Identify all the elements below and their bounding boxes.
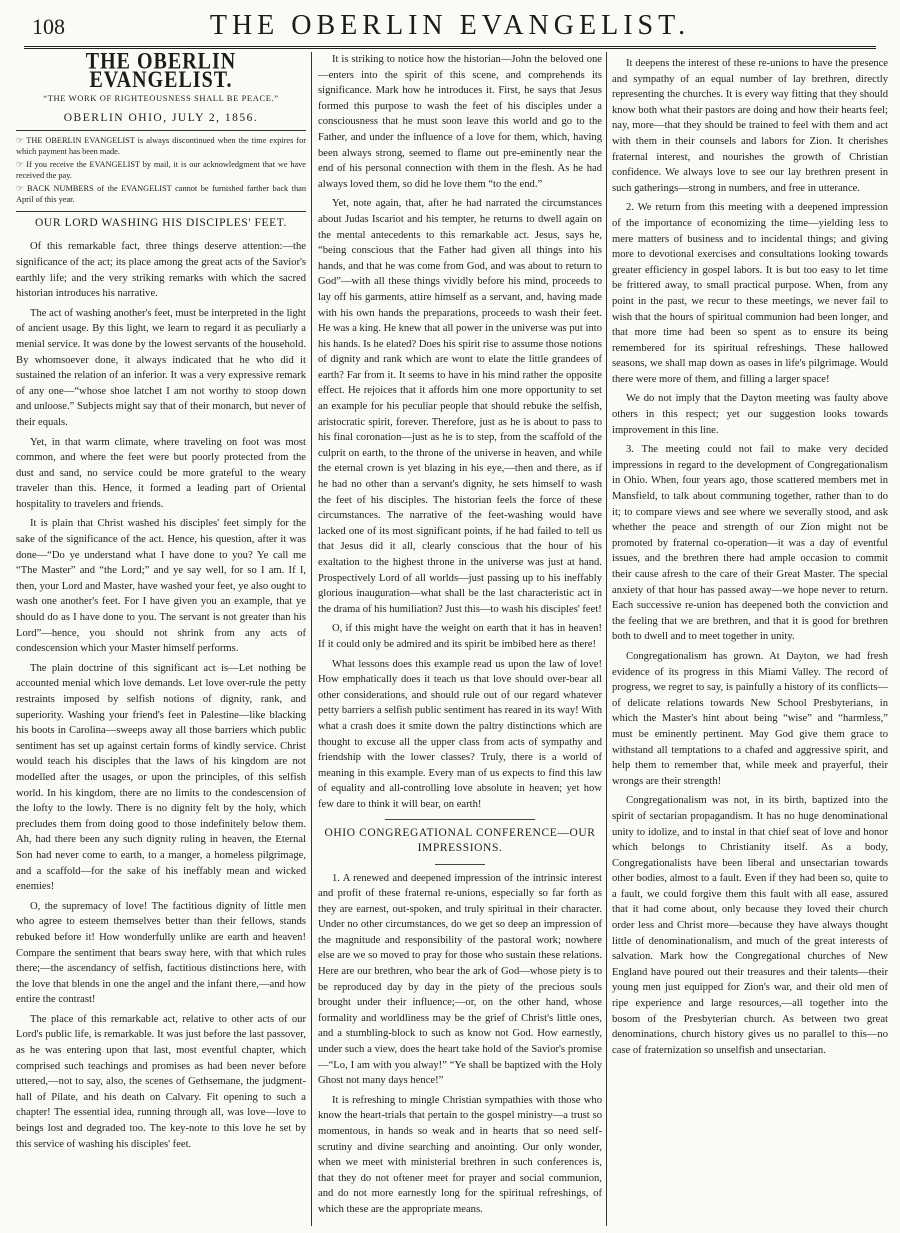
article-paragraph: Of this remarkable fact, three things deserve attention:—the significance of the act; its place among the great acts of the Savior's earthly life; and the very striking remarks with which the sacred historian introduces his narrative.: [16, 241, 306, 300]
article-paragraph: It is refreshing to mingle Christian sympathies with those who know the heart-trials that pertain to the gospel ministry—a trust so momentous, in hands so weak and in hearts that so need self-scrutiny and divine searching and anointing. Our only wonder, when we meet with ministerial brethren in such conferences is, that they do not oftener meet for prayer and social communion, and do not more earnestly long for the spiritual refreshings, of which these are the appropriate means.: [318, 1094, 602, 1215]
column-1: [16, 52, 306, 1226]
article-paragraph: 3. The meeting could not fail to make very decided impressions in regard to the development of Congregationalism in Ohio. When, four years ago, those scattered members met in Mansfield, to talk about communing together, rather than to do it; to compare views and see where we severally stood, and ask whether the peace and strength of our Zion might not be promoted by fraternal co-operation—it was a day of eventful issues, and the brethren there had ample occasion to commit their cause afresh to the care of their Great Master. The special anxiety of that hour has passed away—we hope never to return. Each successive re-union has deepened both the conviction and the feeling that we are brethren, and that it is good for brethren both to dwell and to meet together in unity.: [612, 444, 888, 643]
article-separator: [385, 819, 535, 820]
article-paragraph: The plain doctrine of this significant act is—Let nothing be accounted menial which love demands. Let love over-rule the petty restraints imposed by selfish notions of dignity, rank, and superiority. Washing your friend's feet in Palestine—like blacking his boots in Carolina—sweeps away all those barriers which public sentiment has set up against certain forms of kindly service. Christ would teach his disciples that the laws of his kingdom are not modelled after the usages, or upon the principles, of this selfish world. In his kingdom, there are no limits to the condescension of the lofty to the lowly. There is no dignity felt by the holy, which precludes them from doing good to those indefinitely below them. Ah, had there been any such dignity ruling in heaven, the Eternal Son had never come to earth, to a manger, a homeless pilgrimage, and a scaffold—for the sake of his ineffably mean and wicked enemies!: [16, 662, 306, 893]
article-headline: OHIO CONGREGATIONAL CONFERENCE—OUR IMPRESSIONS.: [324, 826, 596, 854]
page-header: [24, 8, 876, 47]
article-paragraph: Congregationalism has grown. At Dayton, we had fresh evidence of its progress in this Miami Valley. The record of progress, we regret to say, is painfully a history of its conflicts—of delicate relations towards New School Presbyterians, in which the Master's hint about being “wise” and “harmless,” must be eminently pertinent. May God give them grace to withstand all temptations to a chafed and aggressive spirit, and help them to remember that, while meek and prayerful, their wrongs are their strength!: [612, 650, 888, 787]
article-paragraph: 1. A renewed and deepened impression of the intrinsic interest and profit of these fraternal re-unions, especially so far forth as they are earnest, out-spoken, and truly spiritual in their character. Under no other circumstances, do we get so deep an impression of the magnitude and responsibility of the pastoral work; nowhere else are we so moved to pray for those who sustain these relations. Here are our brethren, who bear the ark of God—whose piety is to be reproduced day by day in the piety of the precious souls brought under their influence;—or, on the other hand, whose formality and worldliness may be the grief of Christ's little ones, and a stumbling-block to such as know not God. How earnestly, under such a view, does the heart take hold of the Savior's promise—“Lo, I am with you alway!” “Ye shall be baptized with the Holy Ghost not many days hence!”: [318, 872, 602, 1087]
article-paragraph: 2. We return from this meeting with a deepened impression of the importance of economizing the time—yielding less to mere matters of business and to incidental things; and giving more to devotional exercises and consultations looking towards greater efficiency in gospel labors. It is but too easy to let time be frittered away, to small practical purpose. When, from any point in the past, we recur to these meetings, we never fail to wish that the hours of spiritual communion had been longer, and that more time had been so spent as to ensure its being remembered for its spiritual refreshings. These hallowed seasons, we shall map down as oases in life's pilgrimage. Would there were more of them, and filling a larger space!: [612, 202, 888, 385]
header-rule: [24, 48, 876, 49]
article-paragraph: Yet, in that warm climate, where traveling on foot was most common, and where the feet were but poorly protected from the dust and sand, no service could be more grateful to the weary traveler than this. Hence, it formed a leading part of Oriental hospitality to travelers and friends.: [16, 436, 306, 510]
column-rule: [606, 52, 607, 1226]
notices: [16, 131, 306, 212]
article-paragraph: What lessons does this example read us upon the law of love! How emphatically does it teach us that love should over-bear all other considerations, and should rule out of our regard whatever petty barriers a selfish public sentiment has reared in its way! With what a crash does it smite down the paltry distinctions which are thought to excuse all the upper class from acts of sympathy and friendship with the lower classes? Truly, there is a world of meaning in this example. Every man of us expects to find this law of equality and all-controlling love absolute in heaven; yet how few dare to think it will bear, on earth!: [318, 658, 602, 810]
dateline: OBERLIN OHIO, JULY 2, 1856.: [63, 111, 259, 124]
article-paragraph: Congregationalism was not, in its birth, baptized into the spirit of sectarian propagandism. It has no huge denominational unity to idolize, and to instal in that chief seat of love and honor which belongs to Christianity itself. As a body, Congregationalists have been liberal and unsectarian towards other bodies, almost to a fault. Even if they had been so, quite to a fault, we could forgive them this fault with all ease, assured that it had come about, only because they loved their church order less and Christ more—because they have always thought little of denominationalism, and much of the great interests of salvation. Mark how the Congregational churches of New England have poured out their treasures and their talents—their young men just equipped for Zion's war, and their old men of ripe experience and large resources,—all together into the bosom of the Presbyterian church. As between two great denominations, church history gives us no parallel to this—no case of fraternization so unselfish and unsectarian.: [612, 795, 888, 1056]
article-paragraph: Yet, note again, that, after he had narrated the circumstances about Judas Iscariot and his tempter, he returns to dwell again on the mental antecedents to this remarkable act. Jesus, says he, “being conscious that the Father had given all things into his hands, and that he was come from God, and was about to return to God”—with all these things vividly before his mind, proceeds to lay off his garments, attire himself as a servant, and, having made with his own hands the preparations, proceeds to wash their feet. He was a king. He knew that all power in the universe was put into his hands. Is he elated? Does his spirit rise to assume those notions of dignity and rank which are wont to elate the little grandees of earth? Far from it. It seems to have in his mind rather the opposite effect. He rejoices that it affords him one more opportunity to set an example for his peculiar people that should rebuke the selfish, aristocratic spirit, forever. Therefore, just as he is about to pass to his final coronation—just as he is to step, from the scaffold of the culprit on earth, to the throne of the universe in heaven, and while the eternal crown is yet blazing in his eye,—then and there, as if he had no other than a servant's dignity, he sets himself to wash the feet of his disciples. The historian feels the force of these circumstances. The narrative of the feet-washing would have lacked one of its most significant points, if he had failed to tell us that Jesus did it all, clearly conscious that the hour of his exaltation to the highest throne in the universe was just at hand. Prospectively Lord of all worlds—just passing up to his ineffably glorious inauguration—what shall be the last characteristic act in the drama of his humiliation? Just this—to wash his disciples' feet!: [318, 198, 602, 615]
headline-rule: [435, 864, 485, 865]
article-paragraph: We do not imply that the Dayton meeting was faulty above others in this respect; yet our suggestion looks towards improvement in this line.: [612, 393, 888, 436]
page-number: 108: [32, 14, 65, 39]
masthead: [16, 52, 306, 131]
article-paragraph: The place of this remarkable act, relative to other acts of our Lord's public life, is remarkable. It was just before the last passover, as he was entering upon that last, most eventful chapter, which comprised such teachings and promises as had been never before uttered,—not to say, also, the scenes of Gethsemane, the judgment-hall of Pilate, and his death on Calvary. Fit opening to such a chapter! The essential idea, running through all, was love—love to beings lost and degraded too. The key-note to this love he set by this service of washing his disciples' feet.: [16, 1013, 306, 1150]
article-paragraph: The act of washing another's feet, must be interpreted in the light of ancient usage. By this light, we learn to regard it as peculiarly a menial service. It was done by the lowest servants of the household. By whomsoever done, it always indicated that he who did it sustained the relation of an inferior. It was a very expressive remark of any one—“whose shoe latchet I am not worthy to stoop down and unloose.” Subjects might say that of their monarch, but never of their equals.: [16, 307, 306, 428]
article-paragraph: O, if this might have the weight on earth that it has in heaven! If it could only be admired and its spirit be imbibed here as there!: [318, 623, 602, 650]
article-headline: OUR LORD WASHING HIS DISCIPLES' FEET.: [35, 217, 287, 230]
notice: ☞ THE OBERLIN EVANGELIST is always discontinued when the time expires for which payment has been made.: [16, 136, 306, 157]
column-rule: [311, 52, 312, 1226]
article-paragraph: It is striking to notice how the historian—John the beloved one—enters into the spirit of this scene, and comprehends its significance. Mark how he introduces it. First, he says that Jesus formed this purpose to wash the feet of his disciples under a consciousness that he must soon leave this world and go to the Father, and under the influence of a love for them, which, having been always strong, seemed to flame out pre-eminently near the end of his personal connection with them in the flesh. As he had always loved them, so did he love them “to the end.”: [318, 54, 602, 190]
notice: ☞ If you receive the EVANGELIST by mail, it is our acknowledgment that we have received the pay.: [16, 160, 306, 181]
article-paragraph: O, the supremacy of love! The factitious dignity of little men who agree to esteem themselves better than their fellows, stands rebuked before it! How wonderfully unlike are earth and heaven! Compare the sentiment that bears sway here, with that which rules there;—the ascendancy of selfish, factitious distinctions here, with the love that blends in one the angel and the infant there,—and how entire the contrast!: [16, 900, 306, 1006]
article-paragraph: It is plain that Christ washed his disciples' feet simply for the sake of the significance of the act. Hence, his question, after it was done—“Do ye understand what I have done to you? Ye call me “The Master” and “the Lord;” and ye say well, for so I am. If I, then, your Lord and Master, have washed your feet, ye also ought to wash one another's feet. For I have given you an example, that ye should do as I have done to you. The servant is not greater than his Lord”—hence, you should not shrink from any acts of condescension which your Master himself performs.: [16, 518, 306, 655]
notice: ☞ BACK NUMBERS of the EVANGELIST cannot be furnished farther back than April of this year.: [16, 184, 306, 205]
masthead-motto: “THE WORK OF RIGHTEOUSNESS SHALL BE PEACE.”: [43, 93, 279, 104]
masthead-title: THE OBERLIN EVANGELIST.: [85, 52, 237, 93]
running-title: THE OBERLIN EVANGELIST.: [209, 10, 691, 41]
column-2: [318, 52, 602, 1226]
column-3: [612, 52, 888, 1226]
article-paragraph: It deepens the interest of these re-unions to have the presence and sympathy of an equal number of lay brethren, directly representing the churches. It is every way fitting that they should know both what their pastors are doing and how their hearts feel; nay, more—that they should be trained to feel with them and act with them in their counsels and labors for Zion. It cherishes fraternal interest, and nourishes the growth of Christian confidence. We always love to see our lay brethren present in such gatherings—strong in numbers, and free in utterance.: [612, 58, 888, 194]
